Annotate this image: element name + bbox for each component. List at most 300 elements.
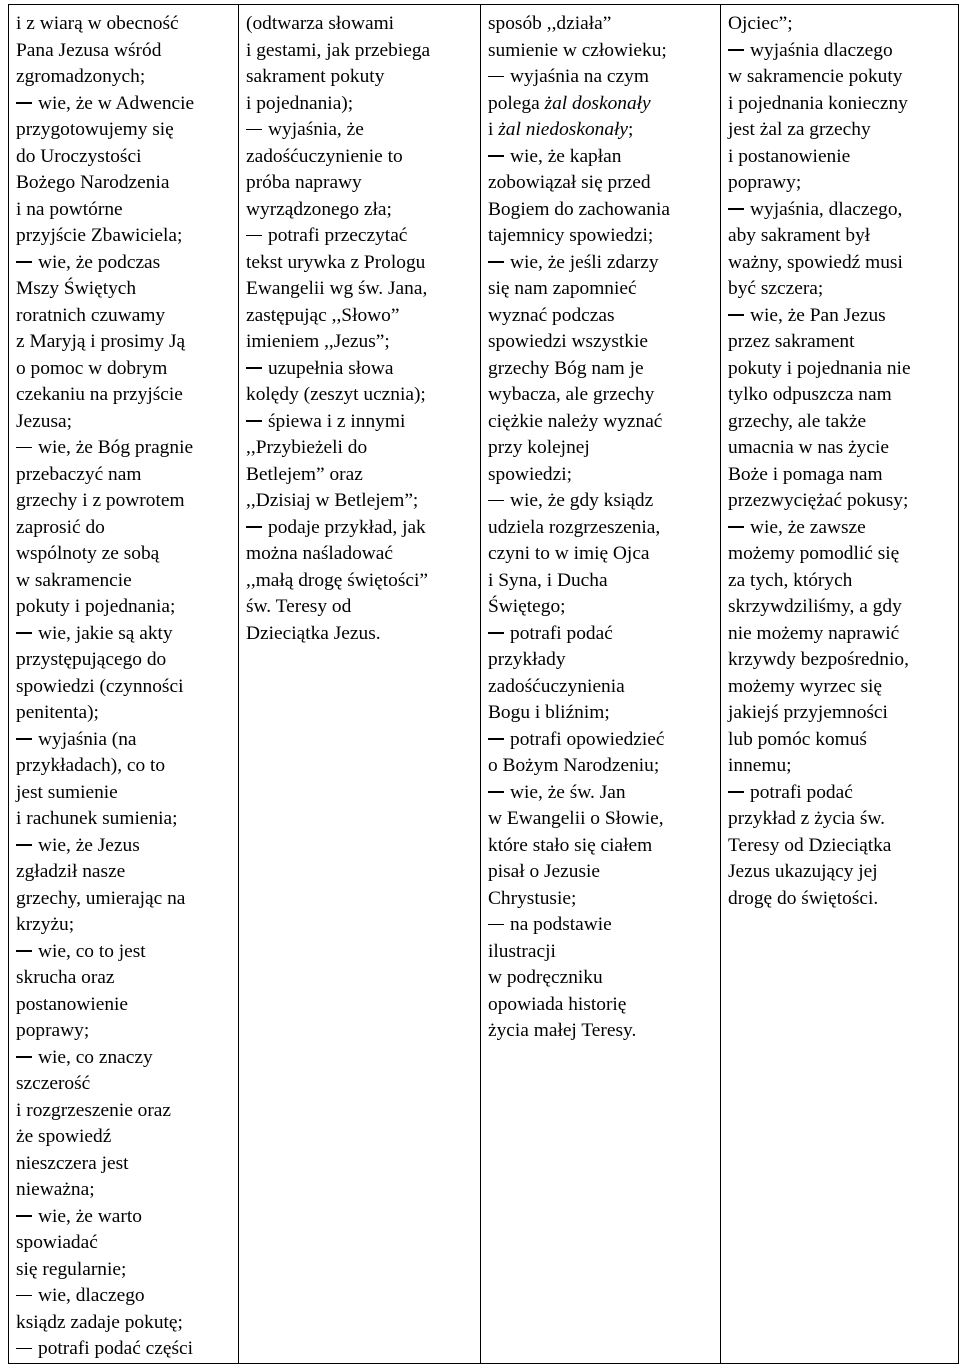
text-line	[246, 250, 474, 277]
text-line	[16, 1124, 232, 1151]
line-text: ,,Przybieżeli do	[246, 437, 368, 458]
text-line	[16, 64, 232, 91]
line-text: grzechy Bóg nam je	[488, 357, 644, 379]
line-text: ilustracji	[488, 940, 556, 962]
bullet-dash	[246, 367, 262, 368]
text-line	[16, 488, 232, 515]
table-row	[9, 5, 959, 1364]
text-line	[16, 170, 232, 197]
text-line	[16, 806, 232, 833]
text-line	[488, 38, 714, 65]
line-text: zobowiązał się przed	[488, 172, 651, 193]
text-line	[488, 886, 714, 913]
text-line	[728, 356, 952, 383]
line-text: roratnich czuwamy	[16, 304, 166, 326]
line-text: innemu;	[728, 755, 792, 776]
text-line	[728, 674, 952, 701]
line-text: wyrządzonego zła;	[246, 198, 392, 220]
line-text: kolędy (zeszyt ucznia);	[246, 384, 426, 405]
line-text: zastępując ,,Słowo”	[246, 304, 400, 326]
text-line	[246, 117, 474, 144]
line-text: Ewangelii wg św. Jana,	[246, 278, 428, 299]
text-line	[728, 38, 952, 65]
line-text: się regularnie;	[16, 1258, 127, 1280]
table-cell-column-2	[239, 5, 481, 1364]
text-line	[16, 117, 232, 144]
text-line	[16, 91, 232, 118]
text-line	[488, 488, 714, 515]
text-line	[488, 197, 714, 224]
text-line	[488, 170, 714, 197]
text-line	[246, 38, 474, 65]
line-text: potrafi przeczytać	[268, 225, 408, 246]
text-line	[728, 144, 952, 171]
text-line	[728, 541, 952, 568]
text-line	[16, 568, 232, 595]
text-line	[16, 621, 232, 648]
line-text: uzupełnia słowa	[268, 357, 394, 379]
line-text: krzyżu;	[16, 914, 75, 935]
text-line	[728, 621, 952, 648]
text-line	[488, 541, 714, 568]
text-line	[16, 700, 232, 727]
line-text: które stało się ciałem	[488, 834, 653, 856]
line-text: wie, że w Adwencie	[38, 92, 195, 114]
bullet-dash	[16, 1056, 32, 1057]
text-line	[488, 912, 714, 939]
line-text: pokuty i pojednania nie	[728, 357, 911, 379]
line-text: lub pomóc komuś	[728, 728, 867, 750]
text-line	[488, 144, 714, 171]
text-line	[16, 1204, 232, 1231]
bullet-dash	[728, 526, 744, 527]
bullet-dash	[246, 235, 262, 236]
text-line	[16, 647, 232, 674]
text-line	[488, 621, 714, 648]
text-line	[246, 197, 474, 224]
line-text: przy kolejnej	[488, 437, 590, 458]
text-line	[246, 144, 474, 171]
text-line	[728, 647, 952, 674]
bullet-dash	[488, 76, 504, 77]
line-text: Bogu i bliźnim;	[488, 702, 610, 723]
line-text: i z wiarą w obecność	[16, 13, 179, 34]
text-line	[246, 382, 474, 409]
line-text: spowiedzi wszystkie	[488, 331, 648, 352]
line-text: przygotowujemy się	[16, 119, 174, 140]
text-line	[16, 1071, 232, 1098]
bullet-dash	[16, 1295, 32, 1296]
text-line	[488, 992, 714, 1019]
text-line	[246, 621, 474, 648]
line-text: wie, jakie są akty	[38, 622, 173, 644]
line-text: ,,Dzisiaj w Betlejem”;	[246, 490, 419, 511]
text-line	[488, 223, 714, 250]
line-text: w sakramencie pokuty	[728, 66, 903, 87]
line-text: skrzywdziliśmy, a gdy	[728, 596, 902, 617]
line-text: podaje przykład, jak	[268, 516, 426, 538]
text-line	[728, 488, 952, 515]
text-line	[16, 674, 232, 701]
line-text: wie, że gdy ksiądz	[510, 490, 654, 511]
italic-term: żal niedoskonały	[498, 119, 629, 140]
line-text: przystępującego do	[16, 649, 167, 670]
line-text: wie, co to jest	[38, 940, 146, 962]
line-text: przezwyciężać pokusy;	[728, 490, 909, 511]
table-cell-column-3	[481, 5, 721, 1364]
text-line	[16, 859, 232, 886]
text-line	[16, 886, 232, 913]
text-line	[728, 886, 952, 913]
text-line	[246, 568, 474, 595]
line-text: drogę do świętości.	[728, 887, 879, 909]
text-line	[488, 939, 714, 966]
line-text: Bożego Narodzenia	[16, 172, 170, 193]
line-text: wie, że warto	[38, 1205, 142, 1227]
line-text: Boże i pomaga nam	[728, 463, 883, 485]
line-text: jest żal za grzechy	[728, 119, 871, 140]
line-text: w podręczniku	[488, 967, 603, 988]
line-text: wyjaśnia (na	[38, 728, 137, 750]
italic-term: żal doskonały	[544, 92, 651, 114]
line-text: wyjaśnia na czym	[510, 66, 649, 87]
line-text: za tych, których	[728, 569, 853, 591]
line-text: udziela rozgrzeszenia,	[488, 516, 661, 538]
line-text: wie, co znaczy	[38, 1046, 153, 1068]
line-text: być szczera;	[728, 278, 824, 299]
bullet-dash	[488, 791, 504, 792]
bullet-dash	[488, 924, 504, 925]
line-text: św. Teresy od	[246, 596, 352, 617]
text-line	[728, 833, 952, 860]
line-text: tekst urywka z Prologu	[246, 251, 426, 273]
bullet-dash	[728, 49, 744, 50]
line-text: wspólnoty ze sobą	[16, 543, 160, 564]
bullet-dash	[246, 526, 262, 527]
line-text: z Maryją i prosimy Ją	[16, 331, 186, 352]
line-text: wyznać podczas	[488, 304, 615, 326]
line-text: nieszczera jest	[16, 1152, 129, 1174]
line-text: spowiedzi;	[488, 463, 573, 485]
table-cell-column-1	[9, 5, 239, 1364]
line-text: ksiądz zadaje pokutę;	[16, 1311, 183, 1333]
text-line	[728, 64, 952, 91]
line-text: jest sumienie	[16, 781, 118, 803]
text-line	[246, 515, 474, 542]
text-line	[16, 1151, 232, 1178]
line-text: sposób ,,działa”	[488, 13, 612, 34]
line-text: grzechy i z powrotem	[16, 490, 185, 511]
text-line	[728, 303, 952, 330]
text-line	[488, 435, 714, 462]
text-line	[728, 700, 952, 727]
text-line	[16, 833, 232, 860]
line-text: i postanowienie	[728, 145, 851, 167]
text-line	[16, 435, 232, 462]
line-text: (odtwarza słowami	[246, 13, 395, 34]
text-line	[488, 276, 714, 303]
line-text: Chrystusie;	[488, 887, 577, 909]
text-line	[728, 727, 952, 754]
bullet-dash	[728, 791, 744, 792]
line-text: aby sakrament był	[728, 225, 871, 246]
text-line	[16, 382, 232, 409]
line-text: wie, dlaczego	[38, 1285, 145, 1306]
text-line	[488, 11, 714, 38]
bullet-dash	[728, 314, 744, 315]
text-line	[16, 1177, 232, 1204]
text-line	[488, 1018, 714, 1045]
line-text: się nam zapomnieć	[488, 278, 637, 299]
line-text: Ojciec”;	[728, 13, 793, 34]
text-line	[488, 91, 714, 118]
line-text: wie, że jeśli zdarzy	[510, 251, 659, 273]
line-text: ciężkie należy wyznać	[488, 410, 663, 432]
line-text: Bogiem do zachowania	[488, 198, 670, 220]
text-line	[728, 197, 952, 224]
text-line	[16, 1098, 232, 1125]
line-text: i rachunek sumienia;	[16, 808, 178, 829]
bullet-dash	[16, 1215, 32, 1216]
text-line	[488, 965, 714, 992]
line-text: szczerość	[16, 1073, 91, 1094]
text-line	[488, 250, 714, 277]
line-text: sumienie w człowieku;	[488, 39, 667, 61]
text-line	[246, 64, 474, 91]
text-line	[16, 303, 232, 330]
text-line	[16, 515, 232, 542]
text-line	[246, 462, 474, 489]
line-text: że spowiedź	[16, 1126, 112, 1147]
line-text: jakiejś przyjemności	[728, 702, 888, 723]
line-text: i pojednania);	[246, 92, 354, 114]
text-line	[16, 462, 232, 489]
line-text: o Bożym Narodzeniu;	[488, 755, 660, 776]
text-line	[728, 780, 952, 807]
line-text: czekaniu na przyjście	[16, 384, 183, 405]
text-line	[246, 488, 474, 515]
line-text: życia małej Teresy.	[488, 1020, 637, 1041]
text-line	[16, 276, 232, 303]
line-text: grzechy, umierając na	[16, 887, 186, 909]
text-line	[728, 462, 952, 489]
line-text: do Uroczystości	[16, 145, 142, 167]
text-line	[488, 727, 714, 754]
line-text: zgładził nasze	[16, 861, 126, 882]
line-text: poprawy;	[16, 1020, 90, 1041]
line-text: możemy pomodlić się	[728, 543, 900, 564]
table-cell-column-4	[721, 5, 959, 1364]
text-line	[16, 223, 232, 250]
text-line	[16, 144, 232, 171]
text-line	[728, 250, 952, 277]
bullet-dash	[16, 447, 32, 448]
line-text: Jezusa;	[16, 410, 72, 432]
line-text: zaprosić do	[16, 516, 105, 538]
line-text: Pana Jezusa wśród	[16, 39, 162, 61]
text-line	[246, 11, 474, 38]
line-text: przez sakrament	[728, 331, 855, 352]
text-line	[728, 435, 952, 462]
line-text: i rozgrzeszenie oraz	[16, 1099, 172, 1121]
line-text: przyjście Zbawiciela;	[16, 225, 183, 246]
bullet-dash	[488, 500, 504, 501]
text-line	[728, 806, 952, 833]
line-text: ważny, spowiedź musi	[728, 251, 903, 273]
text-line	[16, 1230, 232, 1257]
bullet-dash	[246, 129, 262, 130]
text-line	[16, 356, 232, 383]
line-text: wybacza, ale grzechy	[488, 384, 655, 405]
bullet-dash	[16, 1348, 32, 1349]
line-text: i Syna, i Ducha	[488, 569, 608, 591]
line-text: możemy wyrzec się	[728, 675, 882, 697]
bullet-dash	[16, 844, 32, 845]
line-text: grzechy, ale także	[728, 410, 867, 432]
line-text: przykłady	[488, 649, 566, 670]
text-line	[728, 515, 952, 542]
line-text: tajemnicy spowiedzi;	[488, 225, 654, 246]
line-text: Dzieciątka Jezus.	[246, 622, 381, 644]
text-line	[246, 409, 474, 436]
line-text: w Ewangelii o Słowie,	[488, 808, 664, 829]
text-line	[728, 276, 952, 303]
line-text: wyjaśnia, że	[268, 119, 364, 140]
text-line	[16, 992, 232, 1019]
text-line	[488, 700, 714, 727]
text-line	[16, 1045, 232, 1072]
text-line	[488, 753, 714, 780]
text-line	[488, 382, 714, 409]
text-line	[16, 912, 232, 939]
text-line	[16, 541, 232, 568]
text-line	[728, 329, 952, 356]
line-text: przykład z życia św.	[728, 808, 886, 829]
line-text: skrucha oraz	[16, 967, 115, 988]
line-text: wie, że św. Jan	[510, 781, 626, 803]
text-line	[246, 435, 474, 462]
text-line	[16, 409, 232, 436]
text-line	[246, 541, 474, 568]
line-text: Teresy od Dzieciątka	[728, 834, 892, 856]
text-line	[728, 170, 952, 197]
text-line	[728, 91, 952, 118]
line-text: wie, że Jezus	[38, 834, 140, 856]
line-text: przykładach), co to	[16, 755, 166, 776]
text-line	[488, 515, 714, 542]
text-line	[488, 674, 714, 701]
line-text: Betlejem” oraz	[246, 463, 363, 485]
line-text: wie, że podczas	[38, 251, 161, 273]
line-text: tylko odpuszcza nam	[728, 384, 892, 405]
line-text: potrafi opowiedzieć	[510, 728, 665, 750]
text-line	[16, 197, 232, 224]
line-text: wyjaśnia, dlaczego,	[750, 198, 903, 220]
line-text: i na powtórne	[16, 198, 123, 220]
line-text: potrafi podać	[510, 622, 613, 644]
line-text: wyjaśnia dlaczego	[750, 39, 893, 61]
line-text-suffix: ;	[628, 119, 634, 140]
line-text: Jezus ukazujący jej	[728, 861, 878, 882]
text-line	[488, 833, 714, 860]
text-line	[488, 329, 714, 356]
line-text: ,,małą drogę świętości”	[246, 569, 428, 591]
text-line	[16, 780, 232, 807]
line-text: o pomoc w dobrym	[16, 357, 168, 379]
text-line	[728, 568, 952, 595]
text-line	[728, 11, 952, 38]
line-text: nie możemy naprawić	[728, 622, 900, 644]
text-line	[488, 409, 714, 436]
line-text: śpiewa i z innymi	[268, 410, 406, 432]
line-text: na podstawie	[510, 914, 612, 935]
text-line	[488, 806, 714, 833]
text-line	[488, 594, 714, 621]
text-line	[16, 329, 232, 356]
text-line	[16, 939, 232, 966]
line-text: próba naprawy	[246, 172, 362, 193]
text-line	[16, 594, 232, 621]
text-line	[728, 753, 952, 780]
text-line	[16, 38, 232, 65]
line-text: imieniem ,,Jezus”;	[246, 331, 390, 352]
bullet-dash	[488, 261, 504, 262]
text-line	[16, 727, 232, 754]
line-text: wie, że Bóg pragnie	[38, 437, 194, 458]
text-line	[246, 223, 474, 250]
line-text: poprawy;	[728, 172, 802, 193]
bullet-dash	[16, 632, 32, 633]
text-line	[16, 1257, 232, 1284]
line-text: polega	[488, 92, 545, 114]
bullet-dash	[488, 632, 504, 633]
text-line	[16, 250, 232, 277]
line-text: i pojednania konieczny	[728, 92, 908, 114]
line-text: i gestami, jak przebiega	[246, 39, 431, 61]
text-line	[246, 356, 474, 383]
line-text: Świętego;	[488, 596, 566, 617]
line-text: spowiadać	[16, 1232, 98, 1253]
line-text: pokuty i pojednania;	[16, 596, 176, 617]
line-text: przebaczyć nam	[16, 463, 142, 485]
line-text: można naśladować	[246, 543, 393, 564]
text-line	[488, 647, 714, 674]
bullet-dash	[16, 738, 32, 739]
line-text: pisał o Jezusie	[488, 861, 601, 882]
text-line	[16, 1336, 232, 1363]
text-line	[488, 859, 714, 886]
text-line	[16, 1018, 232, 1045]
text-line	[246, 170, 474, 197]
line-text: i	[488, 119, 499, 140]
line-text: wie, że Pan Jezus	[750, 304, 886, 326]
text-line	[246, 91, 474, 118]
line-text: sakrament pokuty	[246, 66, 385, 87]
text-line	[488, 462, 714, 489]
text-line	[488, 356, 714, 383]
line-text: potrafi podać	[750, 781, 853, 803]
text-line	[16, 965, 232, 992]
line-text: zadośćuczynienie to	[246, 145, 403, 167]
text-line	[246, 276, 474, 303]
text-line	[488, 303, 714, 330]
text-line	[728, 409, 952, 436]
bullet-dash	[728, 208, 744, 209]
line-text: potrafi podać części	[38, 1338, 194, 1359]
text-line	[488, 117, 714, 144]
text-line	[728, 859, 952, 886]
text-line	[488, 780, 714, 807]
